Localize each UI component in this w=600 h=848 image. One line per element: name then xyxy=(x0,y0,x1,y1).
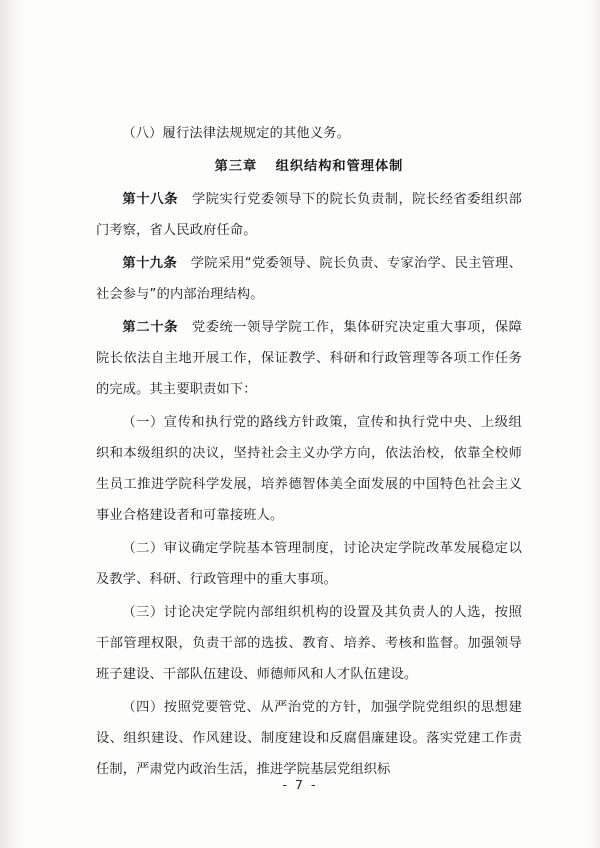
article-label-19: 第十九条 xyxy=(122,256,178,271)
paragraph-item-1: （一）宣传和执行党的路线方针政策，宣传和执行党中央、上级组织和本级组织的决议，坚持社会主义办学方向，依法治校，依靠全校师生员工推进学院科学发展，培养德智体美全面发展的中国特色社会主义事业合格建设者和可靠接班人。 xyxy=(96,415,522,523)
paragraph-article-19 xyxy=(96,248,522,310)
paragraph-item-3: （三）讨论决定学院内部组织机构的设置及其负责人的人选，按照干部管理权限，负责干部的选拔、教育、培养、考核和监督。加强领导班子建设、干部队伍建设、师德师风和人才队伍建设。 xyxy=(96,605,522,682)
paragraph-article-20 xyxy=(96,312,522,405)
chapter-number: 第三章 xyxy=(214,159,258,174)
chapter-heading xyxy=(96,151,522,182)
article-text-18: 学院实行党委领导下的院长负责制，院长经省委组织部门考察，省人民政府任命。 xyxy=(96,192,522,238)
article-text-20: 党委统一领导学院工作，集体研究决定重大事项，保障院长依法自主地开展工作，保证教学、科研和行政管理等各项工作任务的完成。其主要职责如下： xyxy=(96,320,522,397)
paragraph-article-18 xyxy=(96,184,522,246)
chapter-title: 组织结构和管理体制 xyxy=(275,159,404,174)
paragraph-item-2: （二）审议确定学院基本管理制度，讨论决定学院改革发展稳定以及教学、科研、行政管理中的重大事项。 xyxy=(96,541,522,587)
article-label-20: 第二十条 xyxy=(122,320,179,335)
article-text-19: 学院采用“党委领导、院长负责、专家治学、民主管理、社会参与”的内部治理结构。 xyxy=(96,256,522,302)
page-number: - 7 - xyxy=(282,777,318,792)
document-body xyxy=(96,118,522,787)
paragraph-item-4: （四）按照党要管党、从严治党的方针，加强学院党组织的思想建设、组织建设、作风建设、制度建设和反腐倡廉建设。落实党建工作责任制，严肃党内政治生活，推进学院基层党组织标 xyxy=(96,700,522,777)
paragraph-item-8: （八）履行法律法规规定的其他义务。 xyxy=(122,126,350,141)
article-label-18: 第十八条 xyxy=(122,192,179,207)
